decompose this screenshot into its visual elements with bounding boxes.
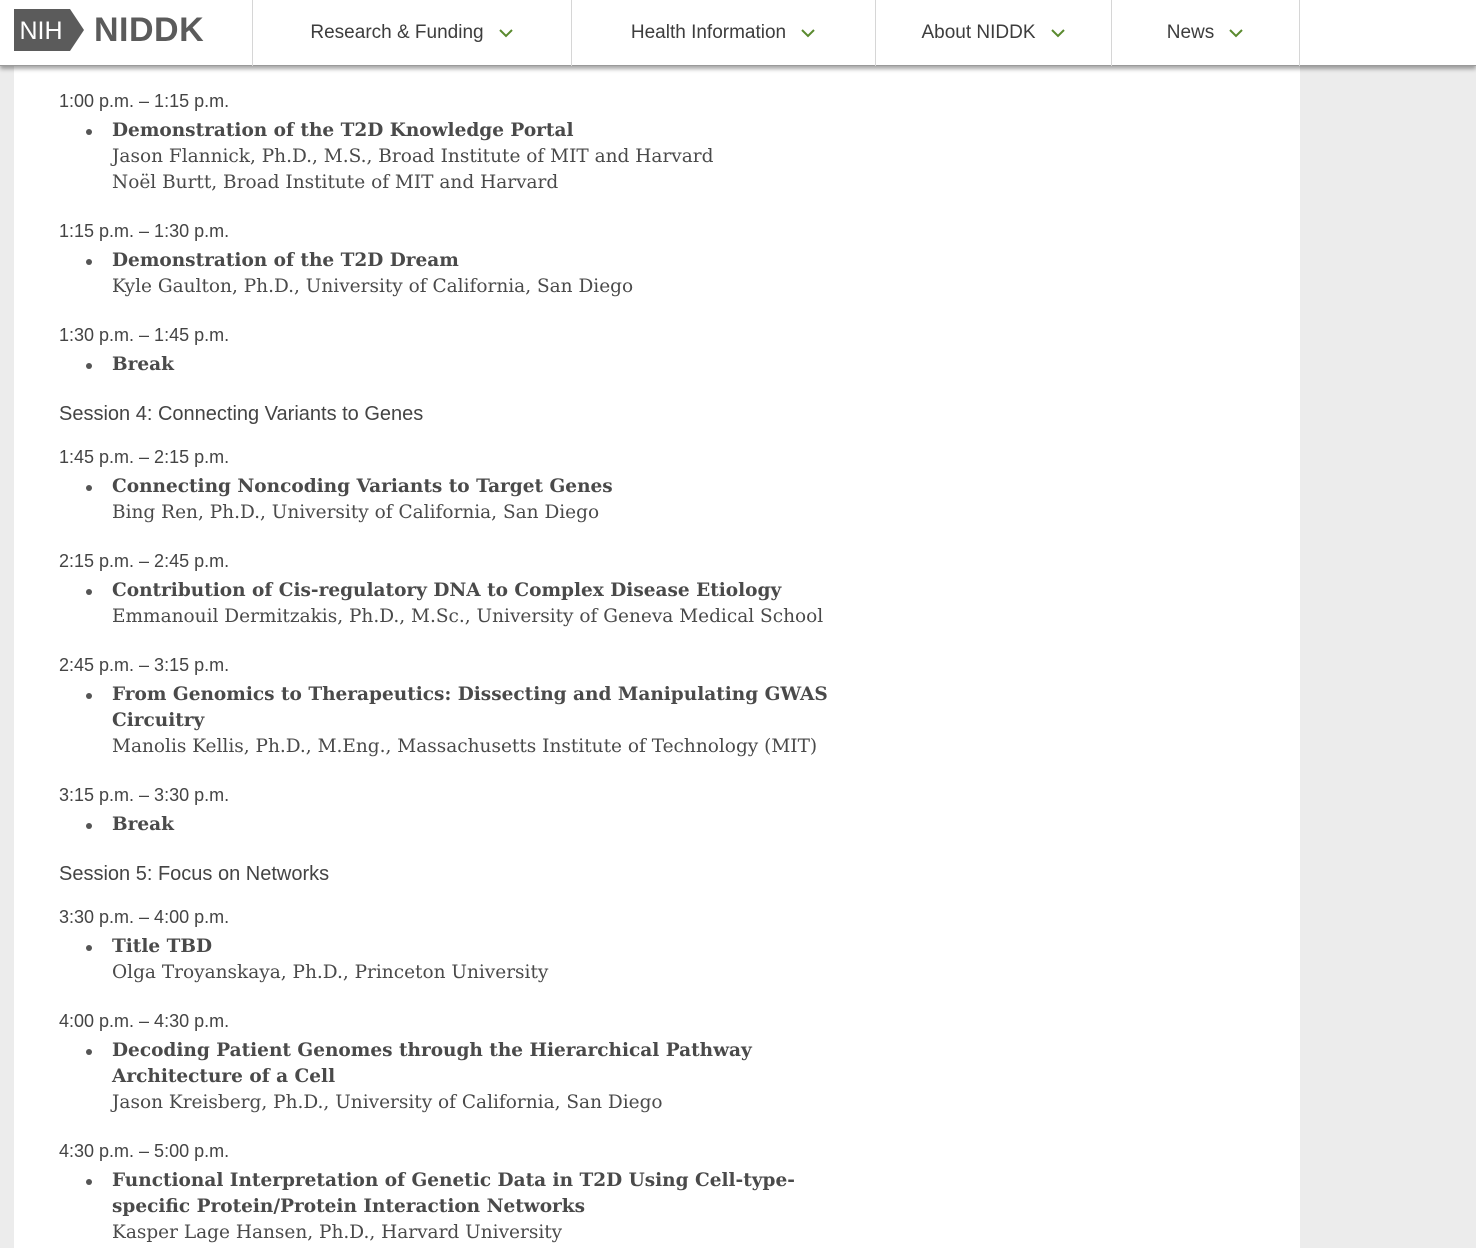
talk-list bbox=[59, 1038, 839, 1116]
agenda-time: 1:15 p.m. – 1:30 p.m. bbox=[59, 221, 230, 241]
talk-item bbox=[112, 682, 839, 760]
talk-item bbox=[112, 118, 839, 196]
talk-title: Demonstration of the T2D Knowledge Portal bbox=[112, 120, 574, 141]
talk-speaker: Olga Troyanskaya, Ph.D., Princeton University bbox=[112, 962, 549, 983]
talk-item bbox=[112, 248, 839, 300]
site-header bbox=[0, 0, 1476, 66]
talk-item bbox=[112, 352, 839, 378]
niddk-logo[interactable] bbox=[14, 9, 204, 51]
session-heading: Session 5: Focus on Networks bbox=[59, 863, 330, 885]
talk-speaker: Emmanouil Dermitzakis, Ph.D., M.Sc., University of Geneva Medical School bbox=[112, 606, 824, 627]
talk-title: Functional Interpretation of Genetic Data in T2D Using Cell-type-specific Protein/Protein Interaction Networks bbox=[112, 1170, 795, 1217]
talk-title: Decoding Patient Genomes through the Hierarchical Pathway Architecture of a Cell bbox=[112, 1040, 752, 1087]
agenda-time: 1:30 p.m. – 1:45 p.m. bbox=[59, 325, 230, 345]
nav-label: About NIDDK bbox=[921, 22, 1036, 43]
talk-item bbox=[112, 1038, 839, 1116]
talk-item bbox=[112, 812, 839, 838]
talk-list bbox=[59, 474, 839, 526]
nih-badge bbox=[14, 9, 86, 51]
agenda-time: 2:15 p.m. – 2:45 p.m. bbox=[59, 551, 230, 571]
chevron-down-icon bbox=[1050, 25, 1066, 41]
chevron-down-icon bbox=[800, 25, 816, 41]
talk-item bbox=[112, 1168, 839, 1246]
talk-title: Break bbox=[112, 814, 174, 835]
talk-speaker: Bing Ren, Ph.D., University of California, San Diego bbox=[112, 502, 600, 523]
talk-item bbox=[112, 578, 839, 630]
logo-text: NIDDK bbox=[94, 10, 205, 49]
talk-speaker: Jason Kreisberg, Ph.D., University of California, San Diego bbox=[112, 1092, 663, 1113]
talk-speaker: Jason Flannick, Ph.D., M.S., Broad Institute of MIT and Harvard bbox=[112, 146, 714, 167]
agenda-time: 4:30 p.m. – 5:00 p.m. bbox=[59, 1141, 230, 1161]
talk-list bbox=[59, 934, 839, 986]
talk-list bbox=[59, 682, 839, 760]
agenda-time: 4:00 p.m. – 4:30 p.m. bbox=[59, 1011, 230, 1031]
agenda-time: 3:30 p.m. – 4:00 p.m. bbox=[59, 907, 230, 927]
talk-list bbox=[59, 248, 839, 300]
talk-list bbox=[59, 578, 839, 630]
talk-list bbox=[59, 352, 839, 378]
nav-label: Research & Funding bbox=[310, 22, 484, 43]
agenda-time: 1:00 p.m. – 1:15 p.m. bbox=[59, 91, 230, 111]
chevron-down-icon bbox=[1228, 25, 1244, 41]
agenda-time: 1:45 p.m. – 2:15 p.m. bbox=[59, 447, 230, 467]
talk-title: Demonstration of the T2D Dream bbox=[112, 250, 459, 271]
talk-title: Break bbox=[112, 354, 174, 375]
talk-list bbox=[59, 812, 839, 838]
main-nav bbox=[252, 0, 1300, 66]
talk-title: Title TBD bbox=[112, 936, 213, 957]
nav-health-information[interactable] bbox=[572, 0, 876, 66]
talk-speaker: Manolis Kellis, Ph.D., M.Eng., Massachusetts Institute of Technology (MIT) bbox=[112, 736, 818, 757]
nav-label: Health Information bbox=[630, 22, 787, 43]
nav-news[interactable] bbox=[1112, 0, 1300, 66]
talk-title: From Genomics to Therapeutics: Dissecting and Manipulating GWAS Circuitry bbox=[112, 684, 828, 731]
nih-badge-text: NIH bbox=[19, 17, 63, 45]
talk-item bbox=[112, 934, 839, 986]
nav-research-funding[interactable] bbox=[253, 0, 572, 66]
chevron-down-icon bbox=[498, 25, 514, 41]
talk-list bbox=[59, 1168, 839, 1246]
session-heading: Session 4: Connecting Variants to Genes bbox=[59, 403, 424, 425]
talk-speaker: Kasper Lage Hansen, Ph.D., Harvard University bbox=[112, 1222, 563, 1243]
nav-about-niddk[interactable] bbox=[876, 0, 1112, 66]
talk-speaker: Noël Burtt, Broad Institute of MIT and Harvard bbox=[112, 172, 559, 193]
agenda-time: 3:15 p.m. – 3:30 p.m. bbox=[59, 785, 230, 805]
talk-item bbox=[112, 474, 839, 526]
talk-list bbox=[59, 118, 839, 196]
agenda-time: 2:45 p.m. – 3:15 p.m. bbox=[59, 655, 230, 675]
talk-title: Connecting Noncoding Variants to Target Genes bbox=[112, 476, 613, 497]
talk-title: Contribution of Cis-regulatory DNA to Complex Disease Etiology bbox=[112, 580, 782, 601]
talk-speaker: Kyle Gaulton, Ph.D., University of California, San Diego bbox=[112, 276, 634, 297]
agenda-content bbox=[14, 0, 1300, 1248]
nih-badge-shape bbox=[14, 9, 86, 51]
nav-label: News bbox=[1166, 22, 1215, 43]
